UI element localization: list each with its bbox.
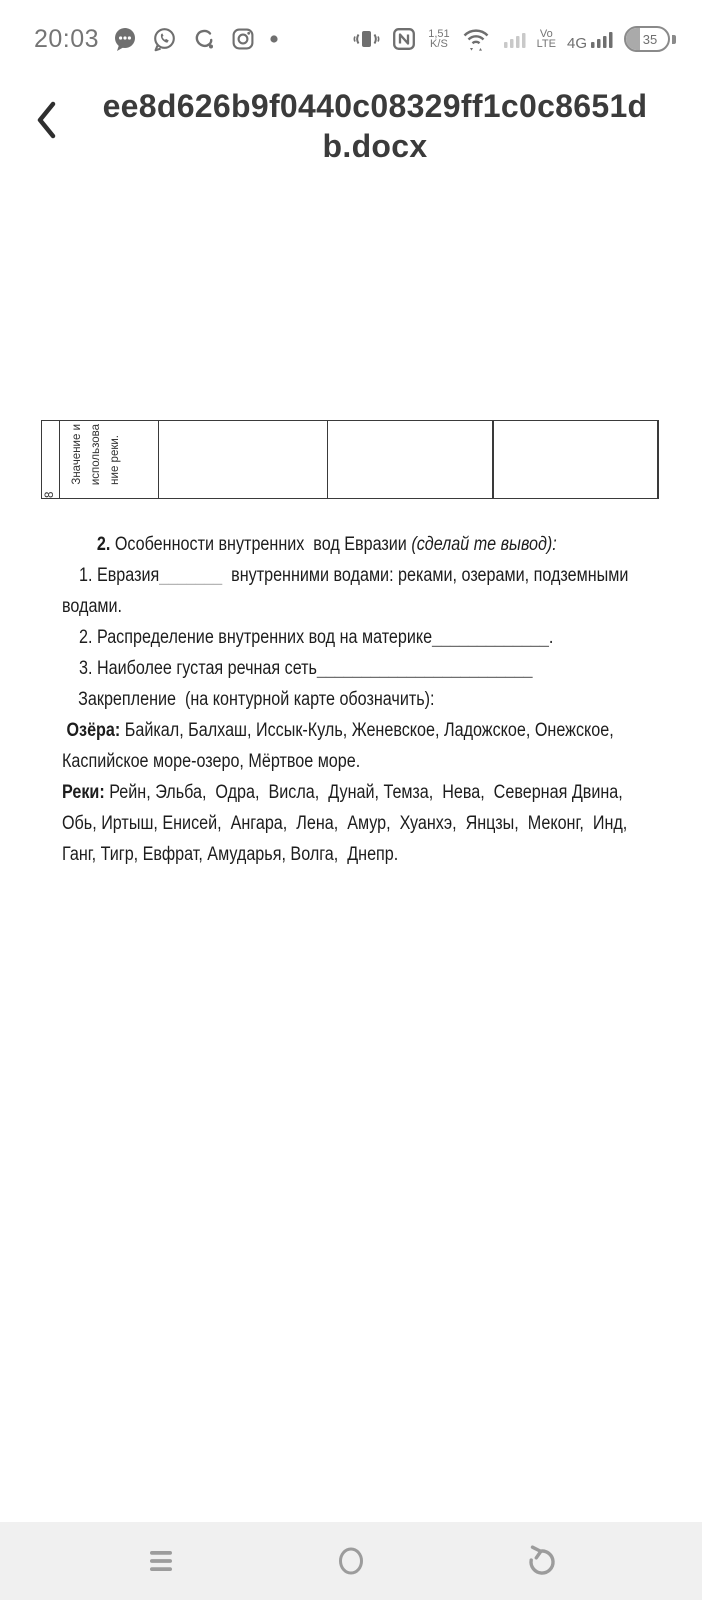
- signal-strong-icon: [589, 27, 613, 51]
- recent-apps-button[interactable]: [131, 1531, 191, 1591]
- document-table: [41, 420, 659, 499]
- table-empty-cell: [159, 421, 328, 498]
- share-app-icon: [190, 26, 217, 53]
- rivers-line2: Обь, Иртыш, Енисей, Ангара, Лена, Амур, Хуанхэ, Янцзы, Меконг, Инд,: [62, 813, 628, 834]
- item2-blank: _____________: [432, 627, 549, 648]
- lakes-line1: Байкал, Балхаш, Иссык-Куль, Женевское, Ладожское, Онежское,: [120, 720, 614, 741]
- document-text: [62, 529, 649, 870]
- wifi-icon: [461, 26, 491, 52]
- nfc-icon: [391, 26, 417, 52]
- home-circle-icon: [337, 1546, 365, 1576]
- table-row-number: 8: [43, 491, 56, 498]
- rivers-line1: Рейн, Эльба, Одра, Висла, Дунай, Темза, Нева, Северная Двина,: [104, 782, 623, 803]
- network-speed-unit: K/S: [430, 38, 448, 50]
- paragraph-lakes: [62, 715, 649, 777]
- network-4g: [567, 27, 613, 51]
- item1-blank: _______: [159, 565, 223, 586]
- table-label-line: использова: [90, 423, 103, 485]
- document-header: [0, 86, 702, 166]
- heading-text: Особенности внутренних вод Евразии: [110, 534, 412, 555]
- title-line-2: b.docx: [322, 128, 428, 164]
- rivers-label: Реки:: [62, 782, 105, 803]
- paragraph-item-3: [62, 653, 649, 684]
- item1-text-after: внутренними водами: реками, озерами, подземными: [222, 565, 629, 586]
- messaging-app-icon: [112, 26, 138, 52]
- item2-period: .: [548, 627, 554, 648]
- network-speed-value: 1,51: [428, 27, 450, 40]
- paragraph-item-1: [62, 560, 649, 622]
- network-speed: [428, 29, 449, 50]
- back-nav-button[interactable]: [512, 1531, 572, 1591]
- item3-blank: ________________________: [316, 658, 533, 679]
- volte-line1: Vo: [539, 27, 553, 40]
- rivers-line3: Ганг, Тигр, Евфрат, Амударья, Волга, Днепр.: [62, 844, 399, 865]
- home-button[interactable]: [321, 1531, 381, 1591]
- menu-icon: [148, 1549, 174, 1573]
- notification-dot-icon: [269, 34, 279, 44]
- table-empty-cell: [328, 421, 494, 498]
- paragraph-fixation: [62, 684, 649, 715]
- navigation-bar: [0, 1522, 702, 1600]
- volte-line2: LTE: [536, 38, 556, 50]
- back-icon[interactable]: [34, 100, 60, 140]
- document-title: [0, 86, 702, 166]
- heading-number: 2.: [96, 534, 111, 555]
- volte-label: [537, 29, 556, 50]
- paragraph-item-2: [62, 622, 649, 653]
- table-row-label-cell: [60, 421, 159, 498]
- paragraph-rivers: [62, 777, 649, 870]
- lakes-label: Озёра:: [62, 720, 121, 741]
- status-bar-right: [353, 26, 676, 52]
- title-line-1: ee8d626b9f0440c08329ff1c0c8651d: [102, 88, 648, 124]
- table-row-number-cell: [42, 421, 60, 498]
- item3-text: 3. Наиболее густая речная сеть: [79, 658, 317, 679]
- back-arrow-icon: [525, 1545, 559, 1577]
- vibrate-icon: [353, 26, 380, 52]
- item1-text: 1. Евразия: [79, 565, 160, 586]
- item1-line2: водами.: [62, 596, 123, 617]
- network-type-label: 4G: [566, 35, 587, 52]
- instagram-icon: [230, 26, 256, 52]
- table-label-line: ние реки.: [109, 435, 122, 485]
- whatsapp-icon: [151, 26, 177, 52]
- status-bar: [0, 0, 702, 68]
- fixation-text: Закрепление (на контурной карте обозначить):: [78, 689, 435, 710]
- status-bar-left: [34, 25, 279, 54]
- paragraph-heading: [62, 529, 649, 560]
- item2-text: 2. Распределение внутренних вод на материке: [79, 627, 433, 648]
- battery-tip: [672, 35, 676, 44]
- battery-percent: 35: [642, 31, 658, 47]
- lakes-line2: Каспийское море-озеро, Мёртвое море.: [62, 751, 361, 772]
- table-empty-cell: [494, 421, 657, 498]
- heading-note: (сделай те вывод):: [411, 534, 557, 555]
- signal-weak-icon: [502, 27, 526, 51]
- battery-icon: [624, 26, 676, 52]
- table-label-line: Значение и: [71, 424, 83, 485]
- clock: 20:03: [34, 24, 100, 53]
